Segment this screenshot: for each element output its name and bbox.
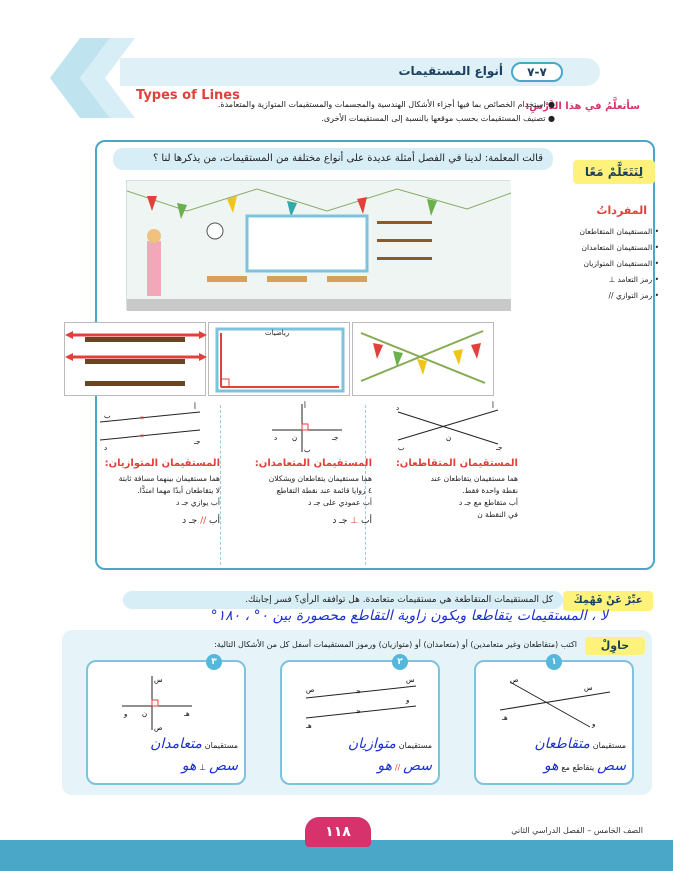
perpendicular-title: المستقيمان المتعامدان: (254, 458, 372, 469)
line1-handwritten: سص (597, 758, 626, 774)
panel-number: ١ (546, 654, 562, 670)
definition-line: هما مستقيمان يتقاطعان عند (430, 474, 518, 483)
vocab-item: • المستقيمان المتعامدان (579, 240, 659, 256)
try-panel-2 (280, 657, 440, 785)
perpendicular-symbol: ⊥ (350, 516, 359, 526)
board-label: رياضيات (265, 329, 290, 337)
definition-line: نقطة واحدة فقط. (462, 486, 518, 495)
parallel-lines-diagram (70, 400, 220, 455)
point-label: و (592, 720, 596, 728)
definition-line: هما مستقيمان بينهما مسافة ثابتة (118, 474, 220, 483)
definition-line: هما مستقيمان يتقاطعان ويشكلان (268, 474, 372, 483)
try-panel-1 (474, 657, 634, 785)
vocab-item: • رمز التوازي // (579, 288, 659, 304)
point-label: ن (292, 434, 298, 442)
vocab-item: • رمز التعامد ⊥ (579, 272, 659, 288)
objective-item: ● استخدام الخصائص بما فيها أجزاء الأشكال الهندسية والمجسمات والمستقيمات المتوازية والمتعامدة. (85, 98, 555, 112)
parallel-definition (70, 400, 220, 565)
express-handwritten-answer: لا ، المستقيمات يتقاطعا ويكون زاوية التقاطع محصورة بين ٠° ، ١٨٠° (210, 608, 608, 624)
intersecting-title: المستقيمان المتقاطعان: (395, 458, 518, 469)
point-label: د (396, 404, 400, 412)
vocab-item: • المستقيمان المتقاطعان (579, 224, 659, 240)
express-question: كل المستقيمات المتقاطعة هي مستقيمات متعامدة. هل توافقه الرأي؟ فسر إجابتك. (123, 591, 563, 609)
point-label: و (406, 696, 410, 704)
line1-handwritten: سص (209, 758, 238, 774)
answer-prefix: مستقيمان (592, 741, 626, 750)
svg-text:»: » (356, 687, 361, 696)
shelves-thumbnail (64, 322, 206, 396)
objective-item: ● تصنيف المستقيمات بحسب موقعها بالنسبة إلى المستقيمات الأخرى. (85, 112, 555, 126)
lesson-title: أنواع المستقيمات (398, 64, 503, 78)
point-label: و (124, 710, 128, 718)
line1-handwritten: سص (403, 758, 432, 774)
panel-1-diagram (480, 672, 630, 732)
definition-line: لا يتقاطعان أبدًا مهما امتدًّا. (137, 486, 220, 495)
answer-handwritten: متعامدان (150, 736, 202, 752)
point-label: ن (446, 434, 452, 442)
answer-prefix: مستقيمان (204, 741, 238, 750)
answer-prefix: مستقيمان (398, 741, 432, 750)
line-name: جـ د (332, 516, 348, 526)
point-label: س (406, 676, 415, 684)
definition-line: أب عمودي على جـ د (308, 498, 372, 507)
panel-number: ٢ (392, 654, 408, 670)
objectives-list (85, 98, 555, 126)
point-label: س (584, 684, 593, 692)
svg-text:»: » (140, 413, 145, 422)
definition-line: ٤ زوايا قائمة عند نقطة التقاطع (276, 486, 372, 495)
perpendicular-lines-diagram (222, 400, 372, 455)
point-label: د (274, 434, 278, 442)
express-understanding-label: عبِّرْ عَنْ فَهْمِكَ (563, 591, 653, 611)
intersecting-definition (368, 400, 518, 565)
line-name: جـ د (182, 516, 198, 526)
point-label: هـ (306, 722, 312, 730)
parallel-symbol: // (200, 516, 207, 526)
point-label: ص (306, 686, 315, 694)
answer-handwritten: متقاطعان (534, 736, 590, 752)
try-panel-3 (86, 657, 246, 785)
panel-3-diagram (92, 672, 242, 732)
vocabulary-list (579, 224, 659, 304)
point-label: أ (194, 403, 196, 411)
point-label: د (104, 444, 108, 452)
point-label: أ (492, 402, 494, 410)
parallel-title: المستقيمان المتوازيان: (104, 458, 220, 469)
perpendicular-definition (222, 400, 372, 565)
relation-text: يتقاطع مع (561, 763, 595, 772)
column-divider (220, 405, 221, 565)
point-label: جـ (496, 444, 503, 452)
try-label: حاوِلْ (585, 637, 645, 655)
line2-handwritten: هو (377, 758, 392, 774)
page-number: ١١٨ (305, 817, 371, 847)
point-label: هـ (502, 714, 508, 722)
lesson-title-en: Types of Lines (136, 88, 240, 103)
point-label: ب (398, 444, 405, 452)
lesson-number: ٧-٧ (511, 62, 563, 82)
vocabulary-title: المفرداتُ (596, 204, 647, 217)
line2-handwritten: هو (181, 758, 197, 774)
point-label: أ (304, 402, 306, 410)
point-label: جـ (194, 438, 201, 446)
point-label: هـ (184, 710, 190, 718)
definition-line: أب متقاطع مع جـ د (458, 498, 518, 507)
objectives-label: سأتعلَّمُ في هذا الدَّرْسِ: (525, 101, 640, 112)
point-label: ن (142, 710, 148, 718)
line-name: أب (209, 516, 220, 526)
footer-grade-text: الصف الخامس – الفصل الدراسي الثاني (511, 826, 643, 835)
perpendicular-symbol: ⊥ (199, 763, 207, 772)
intersecting-lines-diagram (368, 400, 518, 455)
parallel-symbol: // (394, 763, 401, 772)
svg-text:»: » (356, 707, 361, 716)
pennant-lines-thumbnail (352, 322, 494, 396)
answer-handwritten: متوازيان (347, 736, 396, 752)
definition-line: أب يوازي جـ د (175, 498, 220, 507)
line-name: أب (361, 516, 372, 526)
vocab-item: • المستقيمان المتوازيان (579, 256, 659, 272)
point-label: ب (104, 412, 111, 420)
try-question: اكتب (متقاطعان وغير متعامدين) أو (متعامدان) أو (متوازيان) ورموز المستقيمات أسفل كل من الأشكال التالية: (214, 640, 577, 649)
definition-line: في النقطة ن (477, 510, 518, 519)
classroom-illustration (126, 180, 510, 310)
whiteboard-thumbnail (208, 322, 350, 396)
point-label: ص (154, 724, 163, 732)
point-label: س (154, 676, 163, 684)
panel-2-diagram (286, 672, 436, 732)
point-label: ص (510, 676, 519, 684)
learn-together-label: لِنَتَعَلَّمْ مَعًا (573, 160, 655, 184)
line2-handwritten: هو (543, 758, 559, 774)
teacher-question: قالت المعلمة: لدينا في الفصل أمثلة عديدة على أنواع مختلفة من المستقيمات، من يذكرها لنا ؟ (113, 148, 553, 170)
point-label: ب (304, 446, 311, 454)
svg-text:»: » (140, 431, 145, 440)
point-label: جـ (332, 434, 339, 442)
panel-number: ٣ (206, 654, 222, 670)
